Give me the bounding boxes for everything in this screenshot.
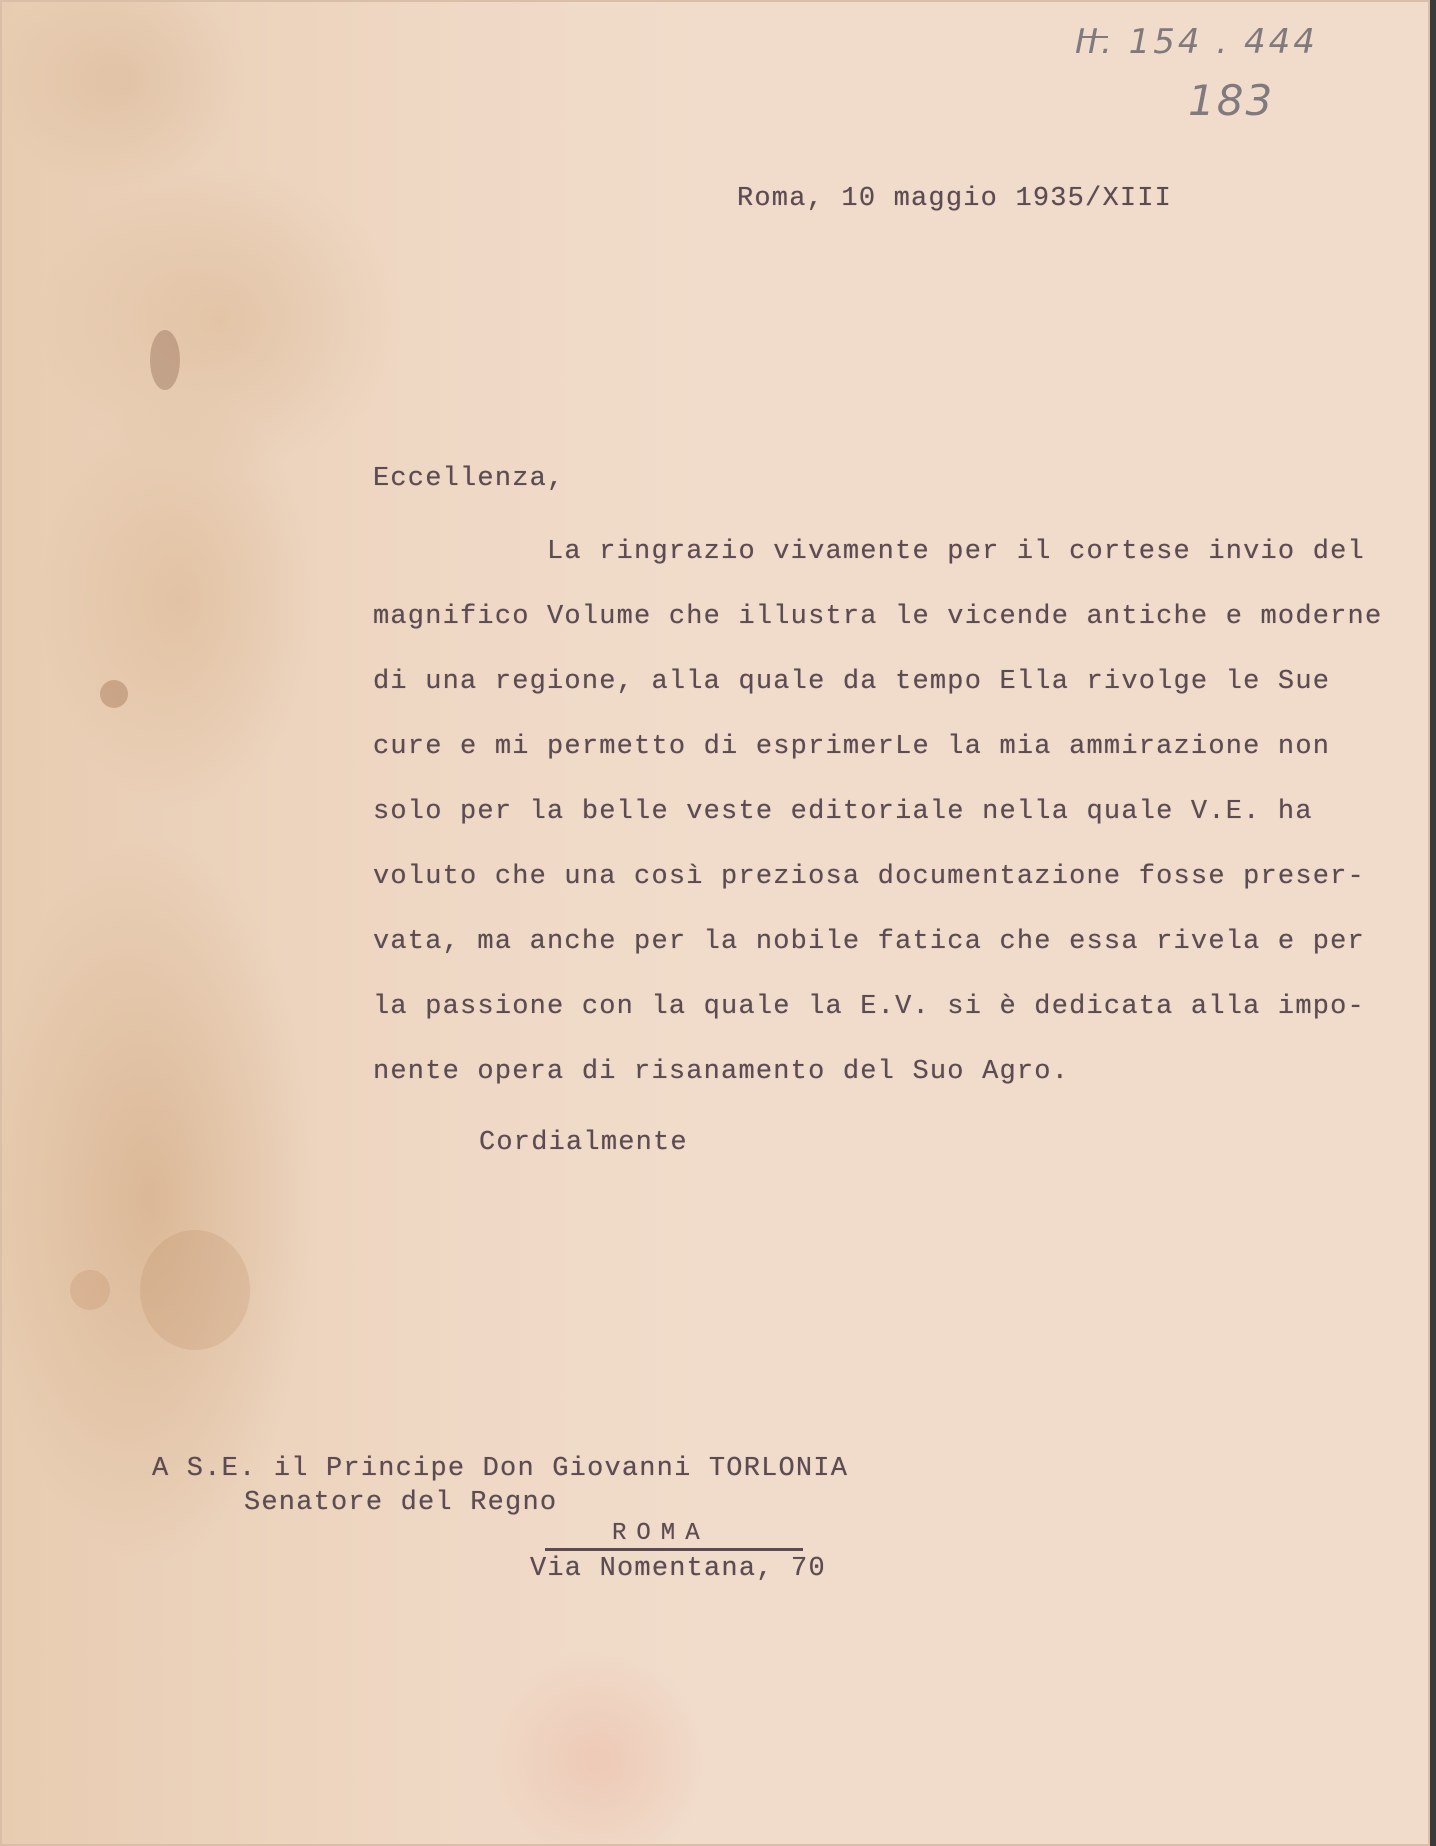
city-underline <box>545 1548 803 1551</box>
recipient-street: Via Nomentana, 70 <box>530 1554 826 1584</box>
body-line: voluto che una così preziosa documentazione fosse preser- <box>373 862 1365 892</box>
paper-stain <box>140 1230 250 1350</box>
letter-date: Roma, 10 maggio 1935/XIII <box>737 184 1173 214</box>
body-line: cure e mi permetto di esprimerLe la mia ammirazione non <box>373 732 1331 762</box>
archive-code: II. 154 . 444 <box>1075 22 1318 62</box>
letter-closing: Cordialmente <box>479 1128 688 1158</box>
body-line: di una regione, alla quale da tempo Ella rivolge le Sue <box>373 667 1331 697</box>
body-line: nente opera di risanamento del Suo Agro. <box>373 1057 1070 1087</box>
paper-stain <box>100 680 128 708</box>
body-line: solo per la belle veste editoriale nella quale V.E. ha <box>373 797 1313 827</box>
archive-number: 183 <box>1188 76 1275 125</box>
paper-stain <box>150 330 180 390</box>
body-line: vata, ma anche per la nobile fatica che essa rivela e per <box>373 927 1365 957</box>
recipient-city: ROMA <box>612 1520 710 1547</box>
letter-body <box>373 537 1383 1087</box>
recipient-title: Senatore del Regno <box>244 1488 558 1518</box>
body-line: la passione con la quale la E.V. si è dedicata alla impo- <box>373 992 1365 1022</box>
letter-salutation: Eccellenza, <box>373 464 565 494</box>
body-line: magnifico Volume che illustra le vicende antiche e moderne <box>373 602 1383 632</box>
recipient-name: A S.E. il Principe Don Giovanni TORLONIA <box>152 1454 849 1484</box>
paper-stain <box>70 1270 110 1310</box>
body-line: La ringrazio vivamente per il cortese invio del <box>373 537 1365 567</box>
